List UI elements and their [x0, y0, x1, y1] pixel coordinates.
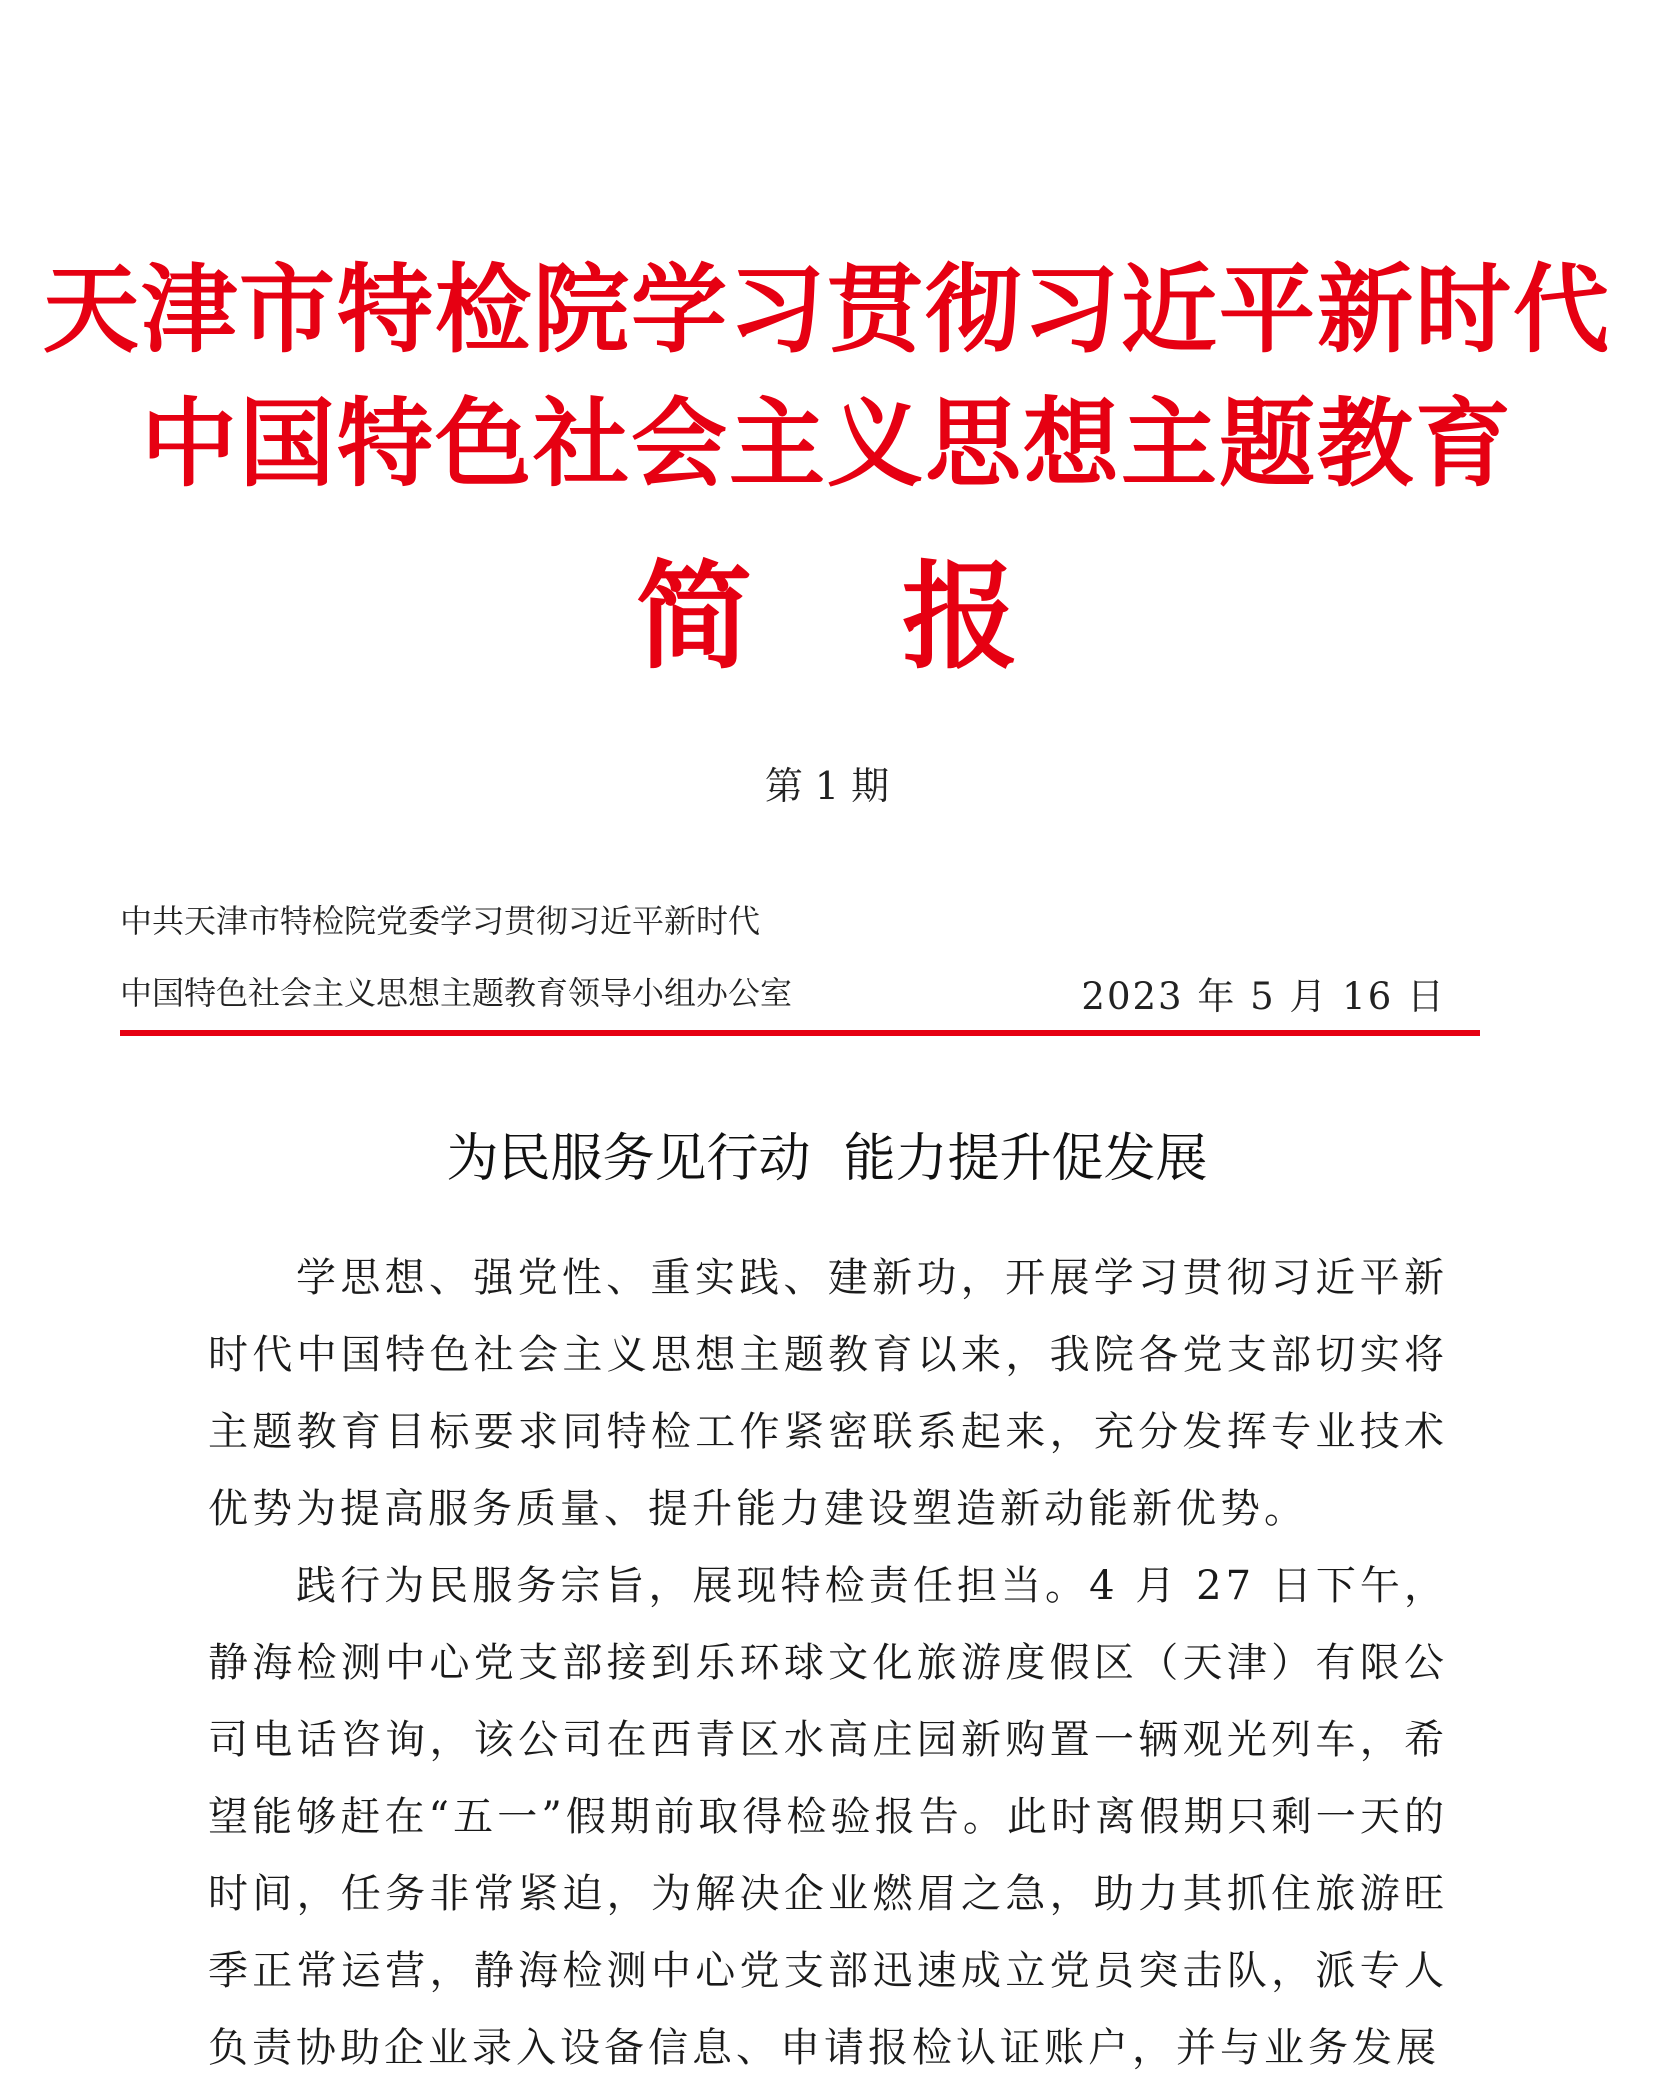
issuer-line-2: 中国特色社会主义思想主题教育领导小组办公室	[120, 974, 793, 1012]
issue-number: 第 1 期	[764, 764, 890, 808]
briefing-title-char-2: 报	[902, 550, 1018, 685]
briefing-title	[0, 550, 1654, 685]
article-title: 为民服务见行动 能力提升促发展	[446, 1129, 1208, 1189]
article-paragraph: 学思想、强党性、重实践、建新功，开展学习贯彻习近平新时代中国特色社会主义思想主题教育以来，我院各党支部切实将主题教育目标要求同特检工作紧密联系起来，充分发挥专业技术优势为提高服务质量、提升能力建设塑造新动能新优势。	[208, 1255, 1448, 1532]
article-paragraph: 践行为民服务宗旨，展现特检责任担当。4 月 27 日下午，静海检测中心党支部接到乐环球文化旅游度假区（天津）有限公司电话咨询，该公司在西青区水高庄园新购置一辆观光列车，希望能够赶在“五一”假期前取得检验报告。此时离假期只剩一天的时间，任务非常紧迫，为解决企业燃眉之急，助力其抓住旅游旺季正常运营，静海检测中心党支部迅速成立党员突击队，派专人负责协助企业录入设备信息、申请报检认证账户，并与业务发展	[208, 1563, 1448, 2071]
article-body	[208, 1240, 1448, 2087]
issue-date: 2023 年 5 月 16 日	[1081, 975, 1446, 1018]
masthead-title-line-2: 中国特色社会主义思想主题教育	[141, 388, 1513, 500]
header-divider	[120, 1030, 1480, 1036]
masthead-title-line-1: 天津市特检院学习贯彻习近平新时代	[43, 254, 1611, 366]
issuer-line-1: 中共天津市特检院党委学习贯彻习近平新时代	[120, 902, 761, 940]
briefing-title-char-1: 简	[636, 550, 752, 685]
